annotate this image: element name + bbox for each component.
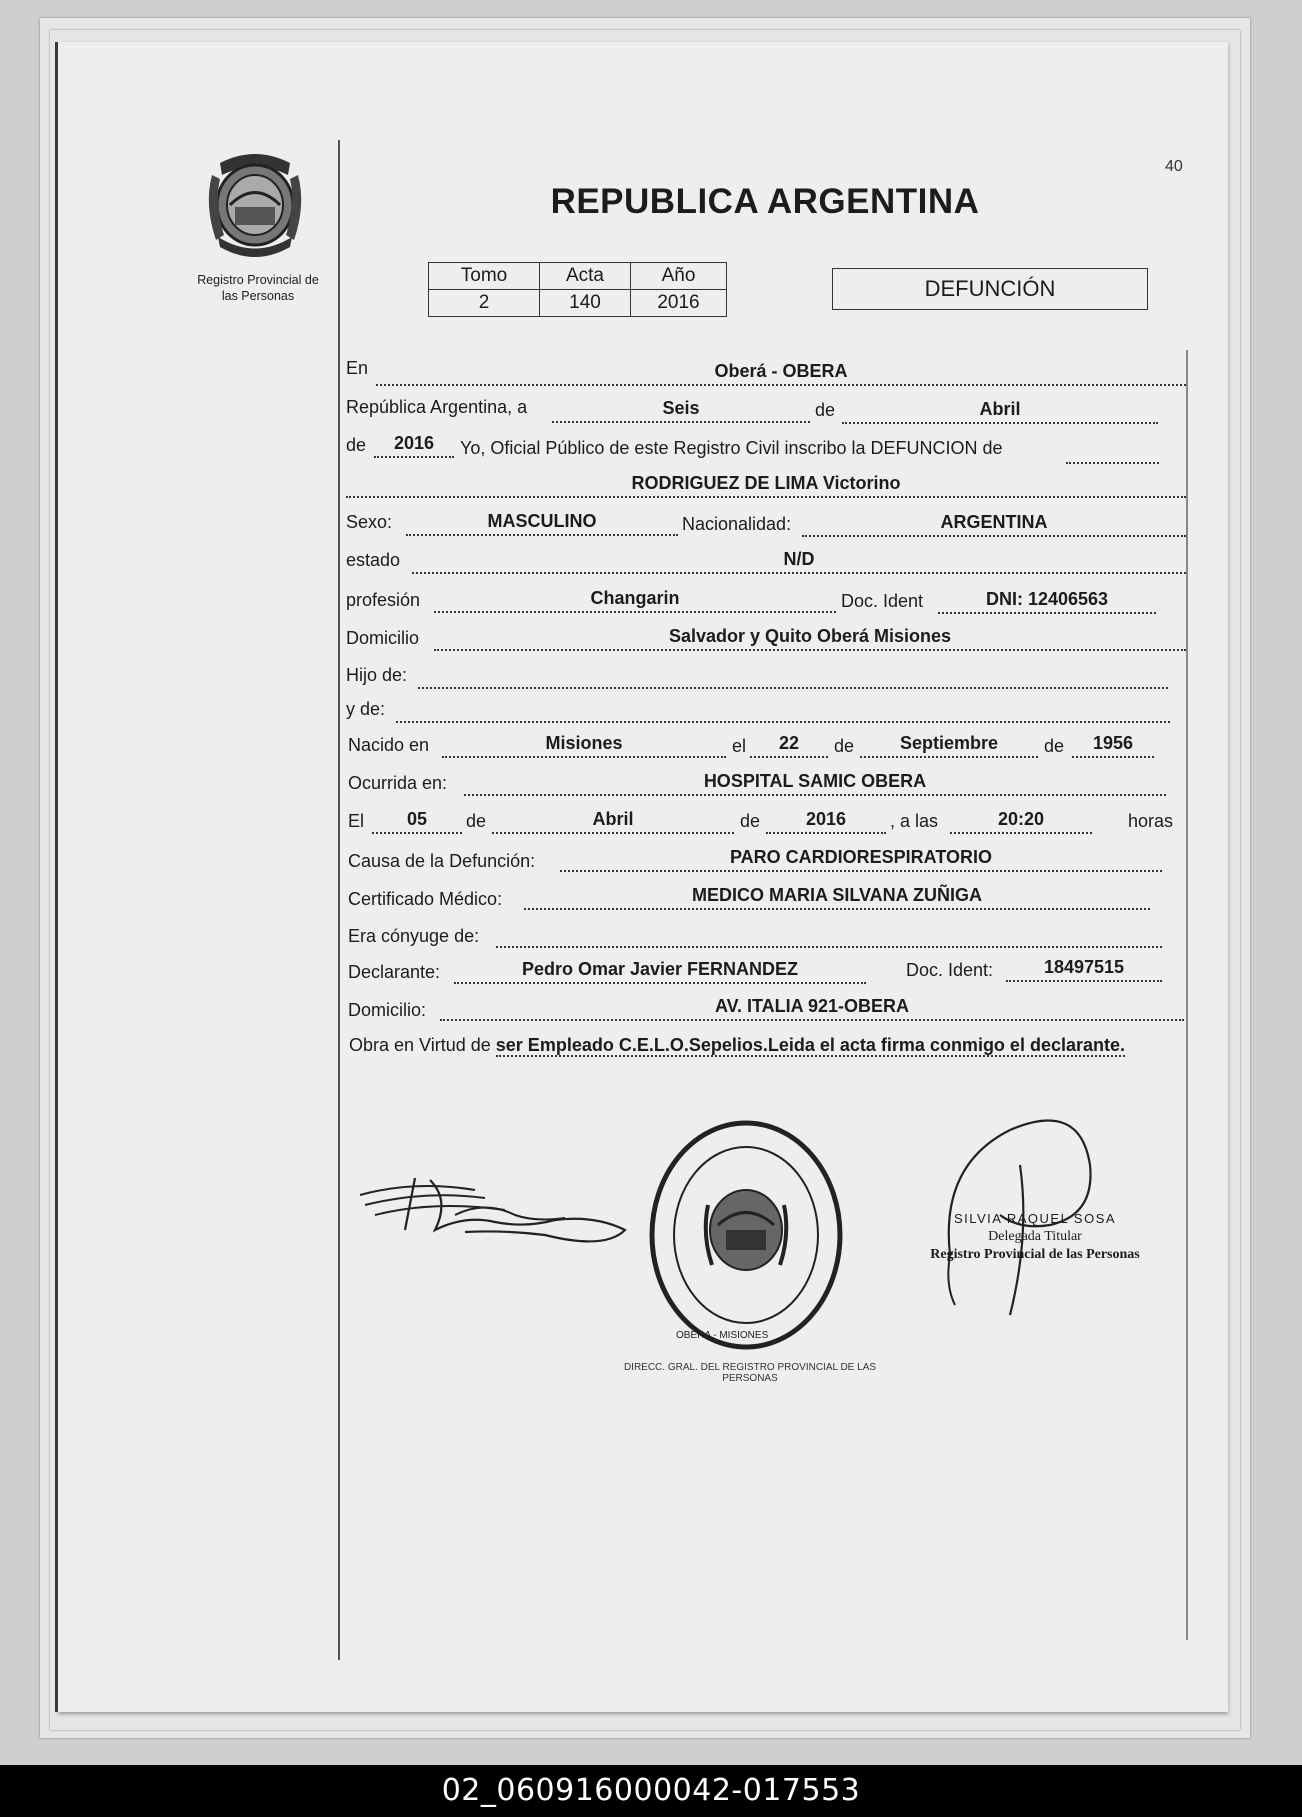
profesion-field: Changarin [434, 587, 836, 613]
document-type-box: DEFUNCIÓN [832, 268, 1148, 310]
domicilio2-field: AV. ITALIA 921-OBERA [440, 995, 1184, 1021]
fallec-anio-field: 2016 [766, 808, 886, 834]
nacionalidad-label: Nacionalidad: [682, 514, 792, 534]
sexo-label: Sexo: [346, 512, 393, 532]
doc-ident-field: DNI: 12406563 [938, 588, 1156, 614]
de-label-5: de [466, 811, 487, 831]
registry-label [178, 272, 338, 304]
official-org: Registro Provincial de las Personas [930, 1247, 1140, 1262]
margin-line-right [1186, 350, 1188, 1640]
tomo-header: Tomo [429, 263, 540, 290]
stamp-inner-text: OBERA - MISIONES [676, 1330, 769, 1341]
nacido-label: Nacido en [348, 735, 430, 755]
defuncion-de-blank [1066, 438, 1159, 464]
anio-value: 2016 [631, 290, 727, 317]
nacido-anio-field: 1956 [1072, 732, 1154, 758]
alas-label: , a las [890, 811, 939, 831]
yo-text: Yo, Oficial Público de este Registro Civil inscribo la DEFUNCION de [460, 438, 1003, 458]
nacido-lugar-field: Misiones [442, 732, 726, 758]
official-stamp [646, 1115, 846, 1355]
obra-en-virtud [349, 1030, 1185, 1060]
nacido-dia-field: 22 [750, 732, 828, 758]
official-role: Delegada Titular [988, 1229, 1082, 1244]
tomo-value: 2 [429, 290, 540, 317]
doc-ident2-field: 18497515 [1006, 956, 1162, 982]
registry-table [428, 262, 727, 317]
declarant-signature [355, 1160, 645, 1260]
conyuge-field [496, 922, 1162, 948]
ocurrida-label: Ocurrida en: [348, 773, 448, 793]
official-name: SILVIA RAQUEL SOSA [953, 1211, 1117, 1226]
declarante-field: Pedro Omar Javier FERNANDEZ [454, 958, 866, 984]
obra-label: Obra en Virtud de [349, 1035, 491, 1055]
misiones-coat-of-arms-logo [200, 145, 310, 260]
page-title: REPUBLICA ARGENTINA [550, 182, 980, 221]
anio-acta-field: 2016 [374, 432, 454, 458]
fallec-dia-field: 05 [372, 808, 462, 834]
dia-field: Seis [552, 397, 810, 423]
doc-ident-label: Doc. Ident [841, 591, 924, 611]
doc-ident2-label: Doc. Ident: [906, 960, 994, 980]
hijo-label: Hijo de: [346, 665, 408, 685]
hora-field: 20:20 [950, 808, 1092, 834]
causa-field: PARO CARDIORESPIRATORIO [560, 846, 1162, 872]
causa-label: Causa de la Defunción: [348, 851, 536, 871]
de-label-6: de [740, 811, 761, 831]
lugar-field: Oberá - OBERA [376, 360, 1186, 386]
de-label-2: de [346, 435, 367, 455]
sexo-field: MASCULINO [406, 510, 678, 536]
mes-field: Abril [842, 398, 1158, 424]
de-label-4: de [1044, 736, 1065, 756]
horas-label: horas [1128, 811, 1174, 831]
de-label-3: de [834, 736, 855, 756]
domicilio-label: Domicilio [346, 628, 420, 648]
acta-value: 140 [540, 290, 631, 317]
acta-header: Acta [540, 263, 631, 290]
stamp-ring-text: DIRECC. GRAL. DEL REGISTRO PROVINCIAL DE LAS PERSONAS [623, 1362, 877, 1384]
registry-label-line2: las Personas [221, 289, 295, 303]
nombre-field: RODRIGUEZ DE LIMA Victorino [346, 472, 1186, 498]
yde-label: y de: [346, 699, 386, 719]
registry-label-line1: Registro Provincial de [197, 273, 319, 287]
declarante-label: Declarante: [348, 962, 441, 982]
el-label: el [732, 736, 747, 756]
ocurrida-field: HOSPITAL SAMIC OBERA [464, 770, 1166, 796]
domicilio-field: Salvador y Quito Oberá Misiones [434, 625, 1186, 651]
scan-footer-id: 02_060916000042-017553 [0, 1765, 1302, 1817]
de-label: de [815, 400, 836, 420]
nacido-mes-field: Septiembre [860, 732, 1038, 758]
yde-field [396, 697, 1170, 723]
anio-header: Año [631, 263, 727, 290]
El-label: El [348, 811, 365, 831]
estado-label: estado [346, 550, 401, 570]
official-block [920, 1210, 1150, 1264]
certificado-label: Certificado Médico: [348, 889, 503, 909]
hijo-field [418, 663, 1168, 689]
conyuge-label: Era cónyuge de: [348, 926, 480, 946]
page-number: 40 [1165, 158, 1183, 175]
nacionalidad-field: ARGENTINA [802, 511, 1186, 537]
obra-text: ser Empleado C.E.L.O.Sepelios.Leida el acta firma conmigo el declarante. [495, 1035, 1125, 1055]
republica-label: República Argentina, a [346, 397, 528, 417]
margin-line-left [338, 140, 340, 1660]
estado-field: N/D [412, 548, 1186, 574]
domicilio2-label: Domicilio: [348, 1000, 427, 1020]
en-label: En [346, 358, 369, 378]
fallec-mes-field: Abril [492, 808, 734, 834]
profesion-label: profesión [346, 590, 421, 610]
certificado-field: MEDICO MARIA SILVANA ZUÑIGA [524, 884, 1150, 910]
